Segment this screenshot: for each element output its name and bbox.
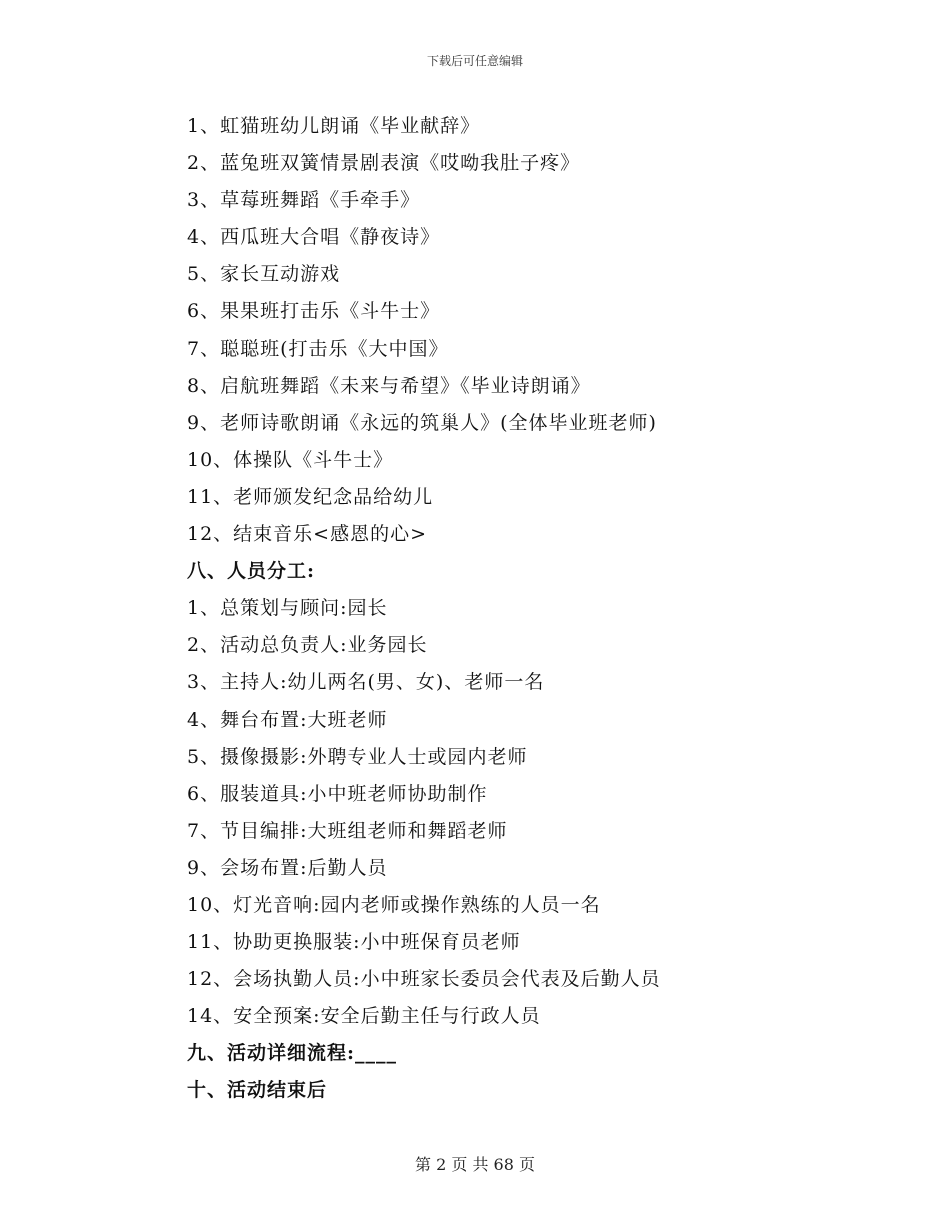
staff-item-7: 7、节目编排:大班组老师和舞蹈老师 (187, 819, 508, 842)
section-heading-after-activity: 十、活动结束后 (187, 1079, 328, 1102)
staff-item-10: 10、灯光音响:园内老师或操作熟练的人员一名 (187, 893, 601, 916)
page-header-note: 下载后可任意编辑 (426, 54, 523, 68)
staff-item-1: 1、总策划与顾问:园长 (187, 597, 388, 620)
staff-item-3: 3、主持人:幼儿两名(男、女)、老师一名 (187, 671, 545, 694)
program-item-9: 9、老师诗歌朗诵《永远的筑巢人》(全体毕业班老师) (187, 411, 657, 434)
program-item-10: 10、体操队《斗牛士》 (187, 448, 394, 471)
program-item-8: 8、启航班舞蹈《未来与希望》《毕业诗朗诵》 (187, 374, 591, 397)
program-item-3: 3、草莓班舞蹈《手牵手》 (187, 189, 421, 212)
program-item-7: 7、聪聪班(打击乐《大中国》 (187, 337, 449, 360)
section-heading-detailed-process: 九、活动详细流程:____ (187, 1042, 398, 1065)
staff-item-14: 14、安全预案:安全后勤主任与行政人员 (187, 1005, 541, 1028)
page-number: 第 2 页 共 68 页 (415, 1155, 535, 1174)
program-item-4: 4、西瓜班大合唱《静夜诗》 (187, 226, 441, 249)
section-heading-staffing: 八、人员分工: (187, 560, 316, 583)
staff-item-12: 12、会场执勤人员:小中班家长委员会代表及后勤人员 (187, 968, 661, 991)
staff-item-4: 4、舞台布置:大班老师 (187, 708, 388, 731)
program-item-2: 2、蓝兔班双簧情景剧表演《哎呦我肚子疼》 (187, 152, 581, 175)
program-item-5: 5、家长互动游戏 (187, 263, 341, 286)
program-item-6: 6、果果班打击乐《斗牛士》 (187, 300, 441, 323)
staff-item-2: 2、活动总负责人:业务园长 (187, 634, 428, 657)
staff-item-6: 6、服装道具:小中班老师协助制作 (187, 782, 488, 805)
staff-item-5: 5、摄像摄影:外聘专业人士或园内老师 (187, 745, 528, 768)
staff-item-11: 11、协助更换服装:小中班保育员老师 (187, 931, 521, 954)
program-item-1: 1、虹猫班幼儿朗诵《毕业献辞》 (187, 115, 481, 137)
program-item-12: 12、结束音乐<感恩的心> (187, 523, 428, 546)
staff-item-9: 9、会场布置:后勤人员 (187, 856, 388, 879)
document-body (187, 108, 807, 1110)
program-item-11: 11、老师颁发纪念品给幼儿 (187, 485, 434, 508)
